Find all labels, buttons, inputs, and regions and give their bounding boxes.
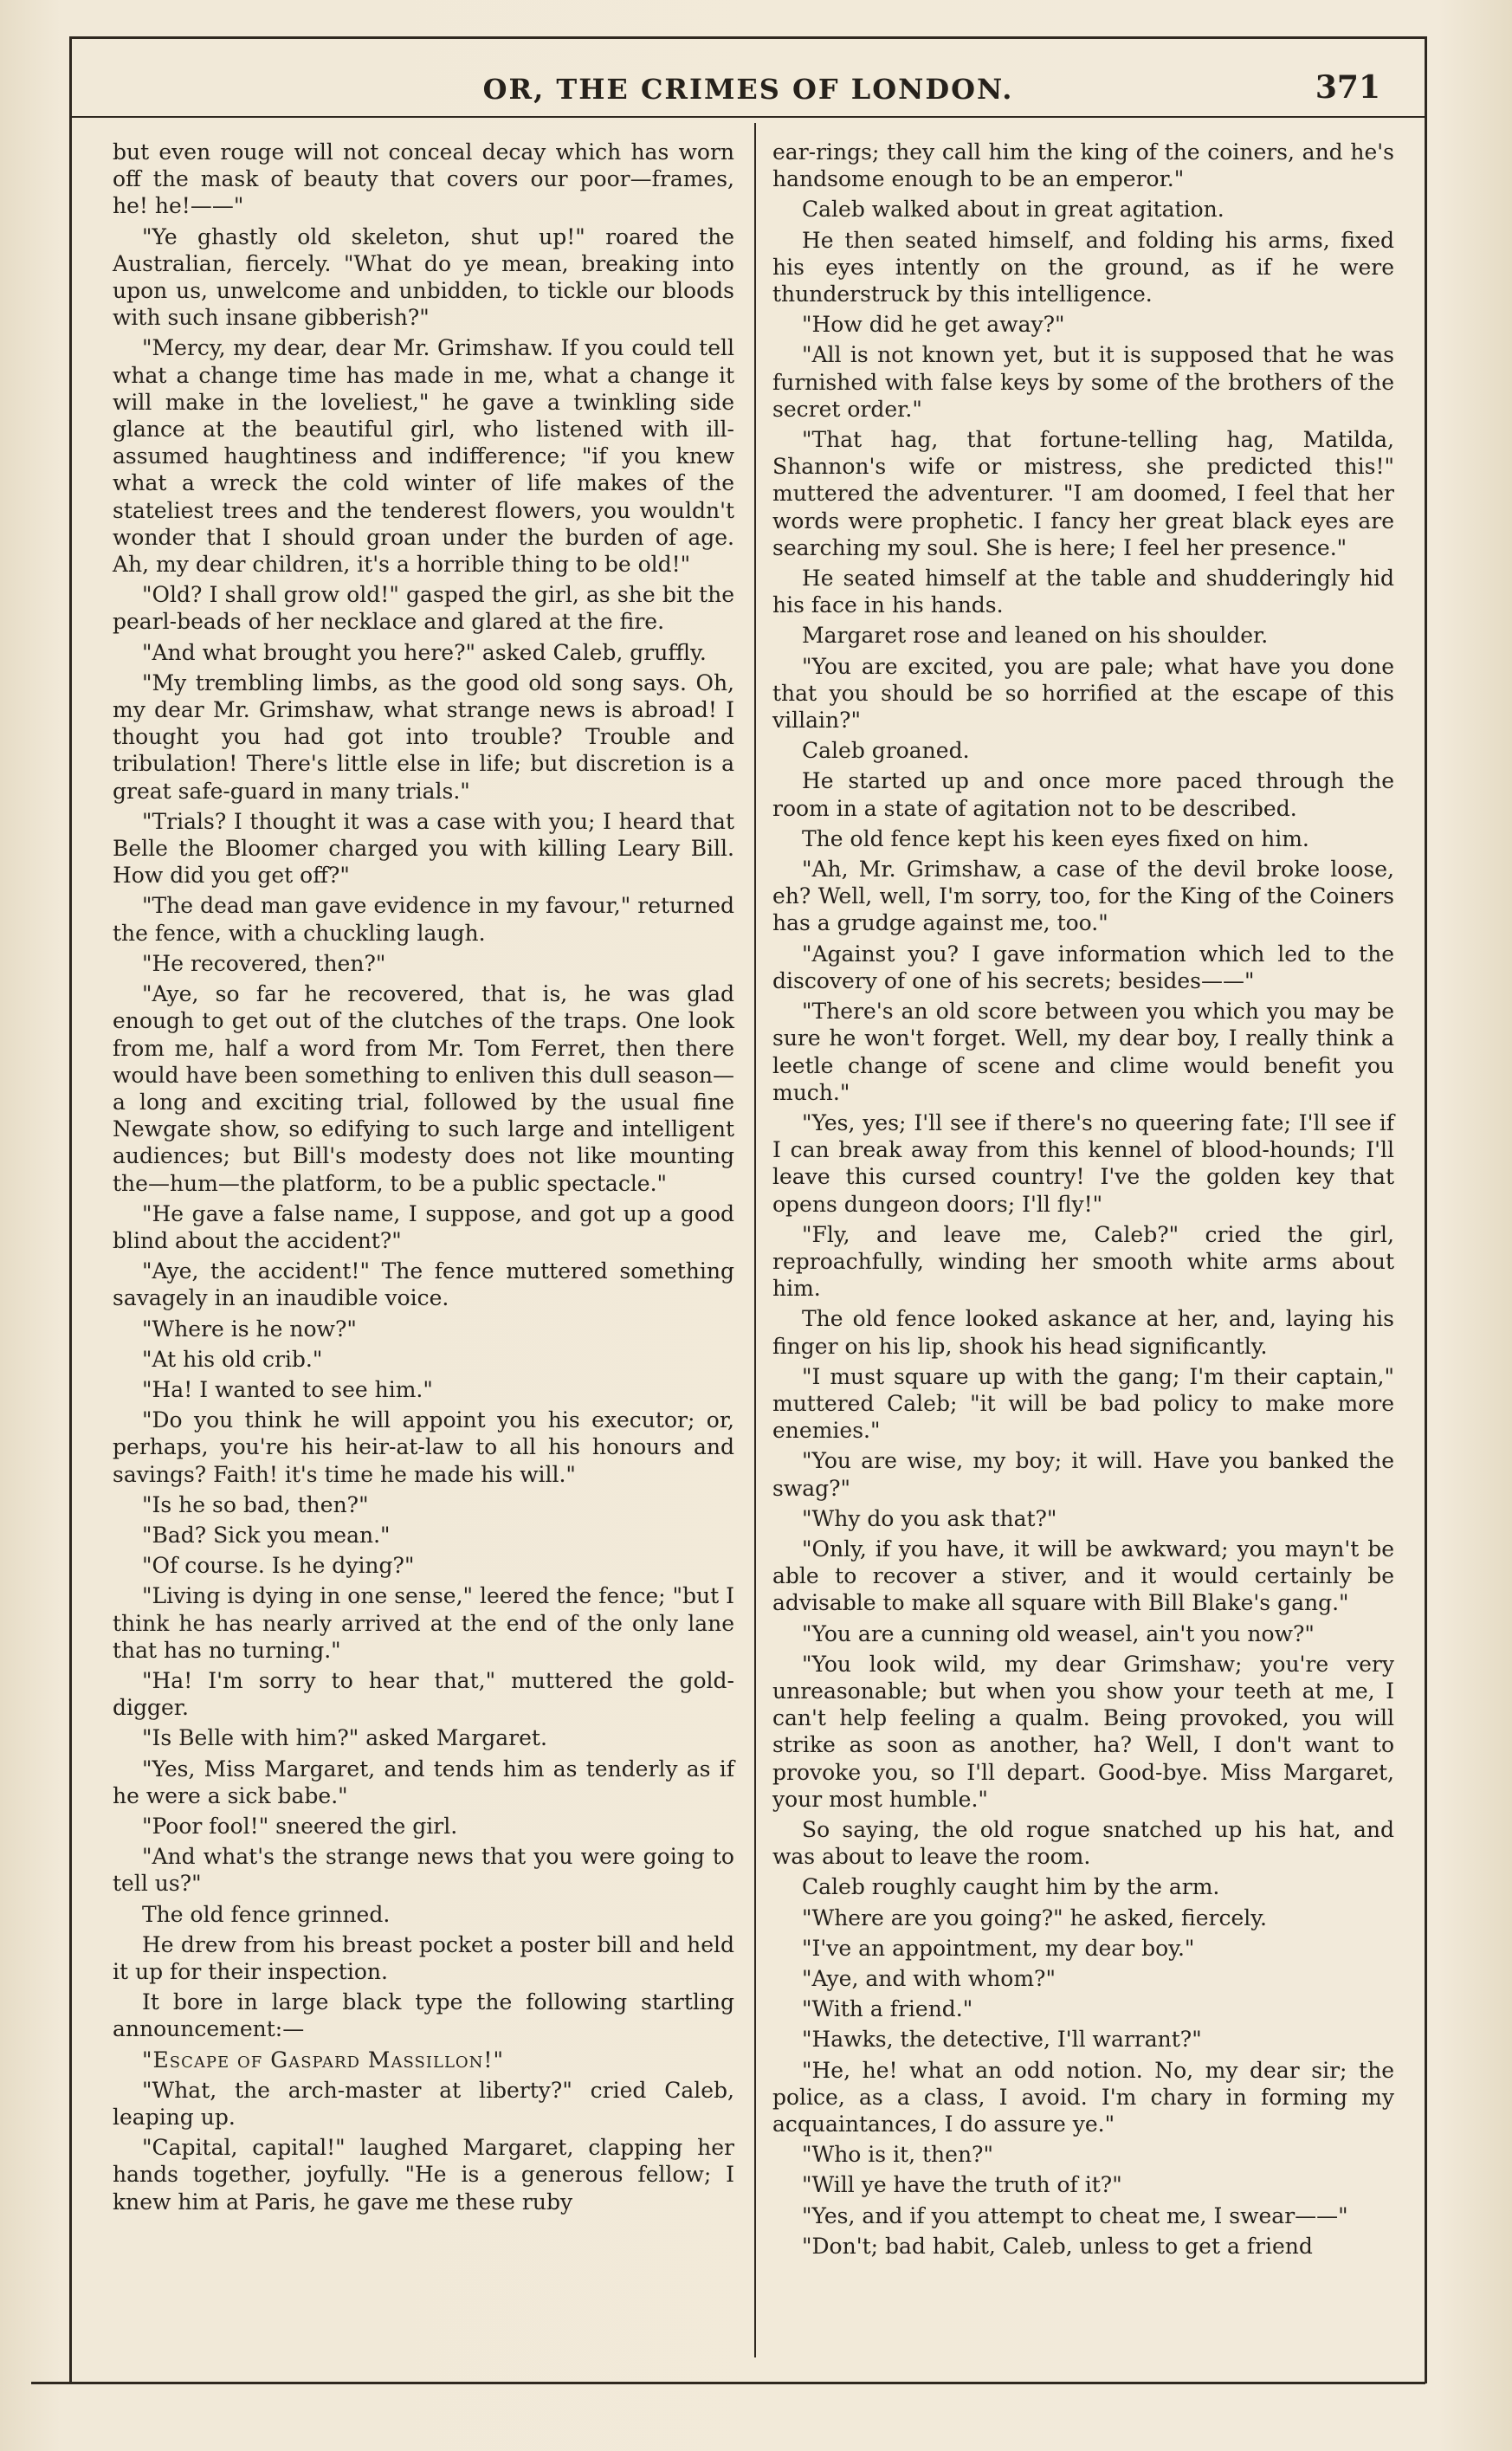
left-column-paragraph: "Yes, Miss Margaret, and tends him as tenderly as if he were a sick babe." bbox=[113, 1756, 734, 1808]
right-column-paragraph: "Yes, and if you attempt to cheat me, I swear——" bbox=[802, 2202, 1348, 2228]
right-column-paragraph: He started up and once more paced through the room in a state of agitation not to be described. bbox=[772, 768, 1394, 821]
left-column-paragraph: "Where is he now?" bbox=[142, 1316, 357, 1342]
right-column-paragraph: "Fly, and leave me, Caleb?" cried the girl, reproachfully, winding her smooth white arms about him. bbox=[772, 1221, 1394, 1302]
right-column-paragraph: "There's an old score between you which you may be sure he won't forget. Well, my dear boy, I really think a leetle change of scene and clime would benefit you much." bbox=[772, 999, 1394, 1105]
right-column-paragraph: The old fence kept his keen eyes fixed on him. bbox=[802, 825, 1309, 851]
right-column-paragraph: "With a friend." bbox=[802, 1996, 973, 2022]
right-column-paragraph: Caleb groaned. bbox=[802, 738, 970, 764]
right-column-paragraph: "Yes, yes; I'll see if there's no queering fate; I'll see if I can break away from this kennel of blood-hounds; I'll leave this cursed country! I've the golden key that opens dungeon doors; I'll fly!" bbox=[772, 1109, 1394, 1217]
right-column-paragraph: "You are a cunning old weasel, ain't you now?" bbox=[802, 1620, 1315, 1646]
left-column-paragraph: "Aye, the accident!" The fence muttered something savagely in an inaudible voice. bbox=[113, 1258, 734, 1311]
left-column-paragraph: He drew from his breast pocket a poster bill and held it up for their inspection. bbox=[113, 1931, 734, 1984]
left-column bbox=[113, 139, 734, 2219]
page-number: 371 bbox=[1315, 69, 1380, 106]
right-column-paragraph: "How did he get away?" bbox=[802, 312, 1065, 338]
left-column-paragraph: "Living is dying in one sense," leered the fence; "but I think he has nearly arrived at the end of the only lane that has no turning." bbox=[113, 1583, 734, 1663]
right-column-paragraph: "You look wild, my dear Grimshaw; you're very unreasonable; but when you show your teeth at me, I can't help feeling a qualm. Being provoked, you will strike as soon as another, ha? Well, I don't want to provoke you, so I'll depart. Good-bye. Miss Margaret, your most humble." bbox=[772, 1651, 1394, 1812]
right-column-paragraph: "Why do you ask that?" bbox=[802, 1505, 1057, 1531]
left-column-paragraph: but even rouge will not conceal decay which has worn off the mask of beauty that covers our poor—frames, he! he!——" bbox=[113, 139, 734, 219]
right-column bbox=[772, 139, 1394, 2263]
right-column-paragraph: He seated himself at the table and shudderingly hid his face in his hands. bbox=[772, 566, 1394, 618]
right-column-paragraph: "You are wise, my boy; it will. Have you banked the swag?" bbox=[772, 1448, 1394, 1501]
left-column-paragraph: It bore in large black type the following startling announcement:— bbox=[113, 1989, 734, 2042]
left-column-paragraph: "He gave a false name, I suppose, and got up a good blind about the accident?" bbox=[113, 1200, 734, 1253]
left-column-paragraph: "Bad? Sick you mean." bbox=[142, 1522, 391, 1548]
page-header bbox=[69, 36, 1427, 111]
right-column-paragraph: "Hawks, the detective, I'll warrant?" bbox=[802, 2027, 1202, 2053]
right-column-paragraph: "Will ye have the truth of it?" bbox=[802, 2172, 1122, 2198]
column-divider bbox=[754, 123, 756, 2357]
right-column-paragraph: "Against you? I gave information which led to the discovery of one of his secrets; besides——" bbox=[772, 941, 1394, 993]
left-column-paragraph: "Capital, capital!" laughed Margaret, clapping her hands together, joyfully. "He is a generous fellow; I knew him at Paris, he gave me these ruby bbox=[113, 2135, 734, 2215]
right-column-paragraph: Caleb roughly caught him by the arm. bbox=[802, 1874, 1220, 1900]
right-column-paragraph: Margaret rose and leaned on his shoulder. bbox=[802, 623, 1269, 649]
left-column-paragraph: "Is Belle with him?" asked Margaret. bbox=[142, 1725, 547, 1751]
left-column-paragraph: "Trials? I thought it was a case with you; I heard that Belle the Bloomer charged you with killing Leary Bill. How did you get off?" bbox=[113, 808, 734, 889]
page-frame bbox=[69, 36, 1427, 2383]
right-column-paragraph: He then seated himself, and folding his arms, fixed his eyes intently on the ground, as if he were thunderstruck by this intelligence. bbox=[772, 227, 1394, 307]
right-column-paragraph: The old fence looked askance at her, and, laying his finger on his lip, shook his head significantly. bbox=[772, 1306, 1394, 1359]
left-column-paragraph: "Of course. Is he dying?" bbox=[142, 1553, 415, 1579]
left-column-paragraph: "Old? I shall grow old!" gasped the girl, as she bit the pearl-beads of her necklace and glared at the fire. bbox=[113, 582, 734, 635]
right-rule bbox=[1425, 36, 1427, 2383]
left-column-paragraph: "And what's the strange news that you were going to tell us?" bbox=[113, 1844, 734, 1897]
left-column-paragraph: "Is he so bad, then?" bbox=[142, 1491, 369, 1517]
right-column-paragraph: "You are excited, you are pale; what have you done that you should be so horrified at the escape of this villain?" bbox=[772, 653, 1394, 734]
left-column-paragraph: "At his old crib." bbox=[142, 1346, 323, 1372]
left-column-paragraph: "He recovered, then?" bbox=[142, 950, 386, 976]
right-column-paragraph: "All is not known yet, but it is supposed that he was furnished with false keys by some of the brothers of the secret order." bbox=[772, 342, 1394, 422]
left-column-paragraph: "Ye ghastly old skeleton, shut up!" roared the Australian, fiercely. "What do ye mean, breaking into upon us, unwelcome and unbidden, to tickle our bloods with such insane gibberish?" bbox=[113, 223, 734, 331]
left-column-paragraph: "Aye, so far he recovered, that is, he was glad enough to get out of the clutches of the traps. One look from me, half a word from Mr. Tom Ferret, then there would have been something to enliven this dull season—a long and exciting trial, followed by the usual fine Newgate show, so edifying to such large and intelligent audiences; but Bill's modesty does not like mounting the—hum—the platform, to be a public spectacle." bbox=[113, 981, 734, 1196]
left-column-paragraph: "Poor fool!" sneered the girl. bbox=[142, 1813, 458, 1839]
right-column-paragraph: "Ah, Mr. Grimshaw, a case of the devil broke loose, eh? Well, well, I'm sorry, too, for the King of the Coiners has a grudge against me, too." bbox=[772, 857, 1394, 936]
right-column-paragraph: "Who is it, then?" bbox=[802, 2142, 993, 2168]
running-title: OR, THE CRIMES OF LONDON. bbox=[482, 73, 1014, 106]
right-column-paragraph: So saying, the old rogue snatched up his hat, and was about to leave the room. bbox=[772, 1816, 1394, 1870]
bottom-rule bbox=[31, 2382, 1425, 2384]
left-column-paragraph: "And what brought you here?" asked Caleb, gruffly. bbox=[142, 639, 707, 665]
left-column-paragraph: "Escape of Gaspard Massillon!" bbox=[142, 2047, 504, 2073]
left-column-paragraph: The old fence grinned. bbox=[142, 1901, 391, 1927]
left-rule bbox=[69, 36, 72, 2383]
right-column-paragraph: Caleb walked about in great agitation. bbox=[802, 197, 1224, 223]
right-column-paragraph: "He, he! what an odd notion. No, my dear sir; the police, as a class, I avoid. I'm chary in forming my acquaintances, I do assure ye." bbox=[772, 2057, 1394, 2137]
right-column-paragraph: "That hag, that fortune-telling hag, Matilda, Shannon's wife or mistress, she predicted this!" muttered the adventurer. "I am doomed, I feel that her words were prophetic. I fancy her great black eyes are searching my soul. She is here; I feel her presence." bbox=[772, 427, 1394, 560]
right-column-paragraph: "Only, if you have, it will be awkward; you mayn't be able to recover a stiver, and it would certainly be advisable to make all square with Bill Blake's gang." bbox=[772, 1536, 1394, 1616]
left-column-paragraph: "What, the arch-master at liberty?" cried Caleb, leaping up. bbox=[113, 2077, 734, 2131]
right-column-paragraph: "Aye, and with whom?" bbox=[802, 1966, 1056, 1991]
right-column-paragraph: "I've an appointment, my dear boy." bbox=[802, 1935, 1195, 1961]
left-column-paragraph: "Ha! I wanted to see him." bbox=[142, 1376, 433, 1402]
right-column-paragraph: "Don't; bad habit, Caleb, unless to get a friend bbox=[802, 2233, 1313, 2259]
right-column-paragraph: ear-rings; they call him the king of the coiners, and he's handsome enough to be an emperor." bbox=[772, 139, 1394, 192]
right-column-paragraph: "I must square up with the gang; I'm their captain," muttered Caleb; "it will be bad policy to make more enemies." bbox=[772, 1363, 1394, 1444]
left-column-paragraph: "The dead man gave evidence in my favour," returned the fence, with a chuckling laugh. bbox=[113, 893, 734, 946]
left-column-paragraph: "Do you think he will appoint you his executor; or, perhaps, you're his heir-at-law to all his honours and savings? Faith! it's time he made his will." bbox=[113, 1407, 734, 1487]
right-column-paragraph: "Where are you going?" he asked, fiercely. bbox=[802, 1905, 1267, 1930]
left-column-paragraph: "Mercy, my dear, dear Mr. Grimshaw. If you could tell what a change time has made in me, what a change it will make in the loveliest," he gave a twinkling side glance at the beautiful girl, who listened with ill-assumed haughtiness and indifference; "if you knew what a wreck the cold winter of life makes of the stateliest trees and the tenderest flowers, you wouldn't wonder that I should groan under the burden of age. Ah, my dear children, it's a horrible thing to be old!" bbox=[113, 335, 734, 578]
left-column-paragraph: "Ha! I'm sorry to hear that," muttered the gold-digger. bbox=[113, 1667, 734, 1721]
left-column-paragraph: "My trembling limbs, as the good old song says. Oh, my dear Mr. Grimshaw, what strange news is abroad! I thought you had got into trouble? Trouble and tribulation! There's little else in life; but discretion is a great safe-guard in many trials." bbox=[113, 669, 734, 804]
header-rule bbox=[69, 116, 1427, 118]
